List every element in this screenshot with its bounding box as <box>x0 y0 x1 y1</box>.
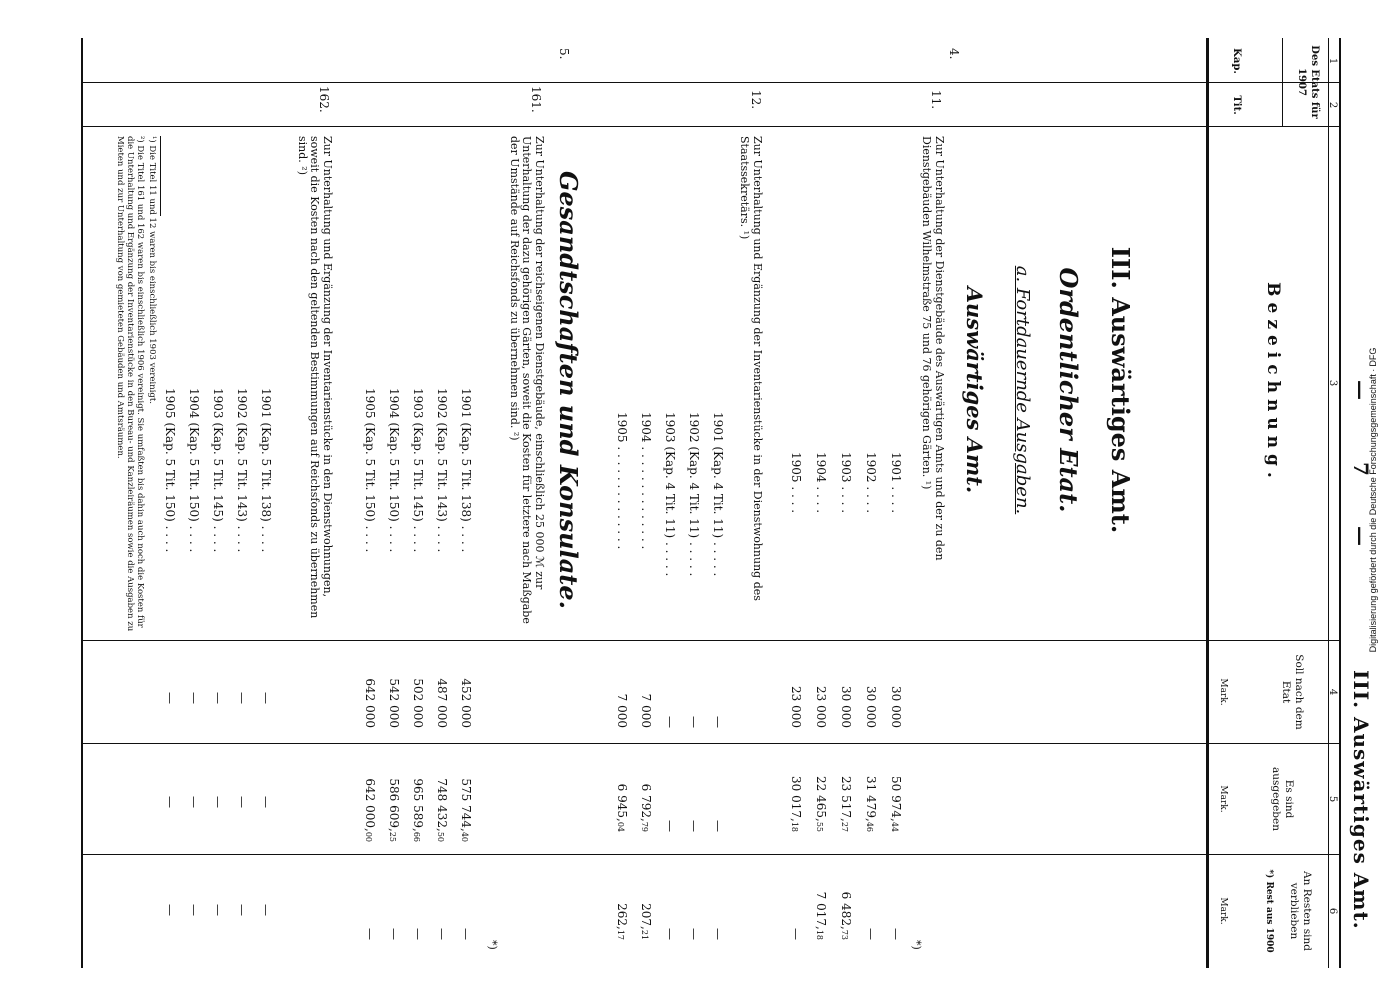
t11-ausgegeben <box>864 772 878 832</box>
t12-soll: — <box>663 716 677 728</box>
title-gesandtschaften: Gesandtschaften und Konsulate. <box>554 171 583 609</box>
t162-ausgegeben <box>259 772 273 832</box>
rule-kap-tit <box>83 82 1341 83</box>
rule-tit-bez <box>83 126 1341 127</box>
t11-ausgegeben <box>789 772 803 832</box>
t161-row-year: 1901 (Kap. 5 Tit. 138) . . . . <box>459 388 473 553</box>
amount-dec: 55 <box>815 821 824 832</box>
amount-int: — <box>711 928 725 940</box>
col-number-3: 3 <box>1327 379 1338 387</box>
header-mark-resten: Mark. <box>1218 897 1228 925</box>
tit-11: 11. <box>929 90 943 110</box>
t161-rest <box>387 880 401 940</box>
t12-row-year: 1902 (Kap. 4 Tit. 11) . . . . . <box>687 412 701 577</box>
t162-rest <box>211 880 225 940</box>
t12-ausgegeben <box>663 772 677 832</box>
t11-soll: 30 000 <box>889 686 903 728</box>
t161-ausgegeben <box>435 772 449 842</box>
amount-int: 262, <box>615 903 629 930</box>
amount-int: 575 744, <box>459 778 473 832</box>
t162-rest <box>235 880 249 940</box>
t11-ausgegeben <box>839 772 853 832</box>
amount-int: 7 017, <box>814 891 828 930</box>
amount-int: — <box>435 928 449 940</box>
tit-161-star-note: *) <box>486 940 499 950</box>
amount-int: — <box>411 928 425 940</box>
amount-int: — <box>187 904 201 916</box>
amount-int: — <box>163 904 177 916</box>
amount-int: — <box>711 820 725 832</box>
t12-rest <box>687 880 701 940</box>
t162-ausgegeben <box>235 772 249 832</box>
amount-int: — <box>663 820 677 832</box>
amount-int: — <box>789 928 803 940</box>
t161-row-year: 1905 (Kap. 5 Tit. 150) . . . . <box>363 388 377 553</box>
amount-int: — <box>259 904 273 916</box>
tit-11-text: Zur Unterhaltung der Dienstgebäude des Auswärtigen Amts und der zu den Dienstgebäuden Wilhelmstraße 75 und 76 gehörigen Gärten. ¹) <box>920 136 946 561</box>
tit-12-text: Zur Unterhaltung und Ergänzung der Inventarienstücke in der Dienstwohnung des Staatssekretärs. ¹) <box>738 136 764 601</box>
t11-rest <box>814 880 828 940</box>
rule-aus-rest <box>83 854 1341 855</box>
t161-rest <box>363 880 377 940</box>
amount-int: 965 589, <box>411 778 425 832</box>
amount-int: 6 792, <box>639 783 653 822</box>
t12-rest <box>663 880 677 940</box>
amount-int: 22 465, <box>814 776 828 822</box>
amount-int: — <box>459 928 473 940</box>
t11-ausgegeben <box>814 772 828 832</box>
amount-dec: 21 <box>640 929 649 940</box>
t161-soll: 502 000 <box>411 678 425 728</box>
col-number-1: 1 <box>1327 57 1338 65</box>
running-head-dash-left: — <box>1349 380 1373 401</box>
t12-rest <box>639 880 653 940</box>
t12-row-year: 1903 (Kap. 4 Tit. 11) . . . . . <box>663 412 677 577</box>
t11-soll: 23 000 <box>814 686 828 728</box>
t12-ausgegeben <box>687 772 701 832</box>
amount-int: 23 517, <box>839 776 853 822</box>
t12-soll: — <box>687 716 701 728</box>
t11-row-year: 1901 . . . . <box>889 452 903 514</box>
etat-subrule <box>1282 38 1283 126</box>
t162-ausgegeben <box>211 772 225 832</box>
amount-dec: 25 <box>388 831 397 842</box>
rule-soll-aus <box>83 743 1341 744</box>
t161-rest <box>411 880 425 940</box>
amount-int: — <box>889 928 903 940</box>
header-bezeichnung: Bezeichnung. <box>1263 282 1283 484</box>
t12-soll: 7 000 <box>639 693 653 728</box>
amount-dec: 18 <box>790 821 799 832</box>
digitization-credit-text: Digitalisierung gefördert durch die Deutsche Forschungsgemeinschaft ∙ DFG <box>1368 347 1378 653</box>
t161-row-year: 1904 (Kap. 5 Tit. 150) . . . . <box>387 388 401 553</box>
t12-soll: 7 000 <box>615 693 629 728</box>
col-number-6: 6 <box>1327 907 1338 915</box>
t11-row-year: 1903 . . . . <box>839 452 853 514</box>
t11-rest <box>889 880 903 940</box>
t162-soll: — <box>187 692 201 704</box>
t162-rest <box>163 880 177 940</box>
amount-int: 6 482, <box>839 891 853 930</box>
t11-row-year: 1904 . . . . <box>814 452 828 514</box>
t12-rest <box>711 880 725 940</box>
t12-soll: — <box>711 716 725 728</box>
kap-5: 5. <box>557 48 571 60</box>
t11-rest <box>789 880 803 940</box>
rule-bez-soll <box>83 640 1341 641</box>
title-fortdauernde-ausgaben: a. Fortdauernde Ausgaben. <box>1012 265 1033 515</box>
t161-ausgegeben <box>411 772 425 842</box>
t161-row-year: 1903 (Kap. 5 Tit. 145) . . . . <box>411 388 425 553</box>
t162-soll: — <box>211 692 225 704</box>
t162-rest <box>187 880 201 940</box>
footnote-1: ¹) Die Titel 11 und 12 waren bis einschließlich 1903 vereinigt. <box>147 136 157 404</box>
running-head-dash-right: — <box>1349 526 1373 547</box>
amount-int: 642 000, <box>363 778 377 832</box>
amount-dec: 18 <box>815 929 824 940</box>
tit-162: 162. <box>317 86 331 113</box>
amount-int: 30 017, <box>789 776 803 822</box>
amount-int: — <box>687 820 701 832</box>
t162-row-year: 1905 (Kap. 5 Tit. 150) . . . . <box>163 388 177 553</box>
amount-int: — <box>211 796 225 808</box>
amount-dec: 79 <box>640 821 649 832</box>
kap-4: 4. <box>947 48 961 60</box>
t11-rest <box>839 880 853 940</box>
t11-row-year: 1902 . . . . <box>864 452 878 514</box>
t162-row-year: 1902 (Kap. 5 Tit. 143) . . . . <box>235 388 249 553</box>
amount-dec: 66 <box>412 831 421 842</box>
t161-soll: 452 000 <box>459 678 473 728</box>
tit-161: 161. <box>529 86 543 113</box>
col-number-4: 4 <box>1327 688 1338 696</box>
digitization-credit <box>1366 20 1381 980</box>
header-resten-note: *) Rest aus 1900 <box>1264 869 1274 953</box>
t162-ausgegeben <box>163 772 177 832</box>
header-mark-ausgegeben: Mark. <box>1218 785 1228 813</box>
t161-ausgegeben <box>459 772 473 842</box>
header-etat-1907: Des Etats für 1907 <box>1296 45 1320 119</box>
t161-ausgegeben <box>363 772 377 842</box>
header-resten: An Resten sind verblieben <box>1288 871 1313 951</box>
title-ordentlicher-etat: Ordentlicher Etat. <box>1054 267 1083 513</box>
t11-row-year: 1905 . . . . <box>789 452 803 514</box>
running-head-section: III. Auswärtiges Amt. <box>1349 670 1373 930</box>
page-number: 7 <box>1349 462 1373 477</box>
t161-soll: 642 000 <box>363 678 377 728</box>
amount-int: — <box>163 796 177 808</box>
amount-dec: 04 <box>616 821 625 832</box>
header-tit: Tit. <box>1231 95 1242 115</box>
t161-soll: 487 000 <box>435 678 449 728</box>
amount-dec: 44 <box>890 821 899 832</box>
amount-int: 748 432, <box>435 778 449 832</box>
t161-row-year: 1902 (Kap. 5 Tit. 143) . . . . <box>435 388 449 553</box>
t11-ausgegeben <box>889 772 903 832</box>
amount-int: — <box>363 928 377 940</box>
footnote-rule <box>160 136 161 216</box>
amount-dec: 40 <box>460 831 469 842</box>
t162-row-year: 1903 (Kap. 5 Tit. 145) . . . . <box>211 388 225 553</box>
t11-rest <box>864 880 878 940</box>
t12-ausgegeben <box>711 772 725 832</box>
amount-int: — <box>211 904 225 916</box>
t162-ausgegeben <box>187 772 201 832</box>
amount-int: 586 609, <box>387 778 401 832</box>
t162-soll: — <box>235 692 249 704</box>
amount-int: — <box>235 796 249 808</box>
column-number-rule <box>1328 38 1329 968</box>
t162-rest <box>259 880 273 940</box>
col-number-5: 5 <box>1327 795 1338 803</box>
title-auswaertiges-amt: Auswärtiges Amt. <box>962 286 987 494</box>
amount-int: 207, <box>639 903 653 930</box>
amount-int: — <box>259 796 273 808</box>
tit-11-star-note: *) <box>910 940 923 950</box>
header-soll: Soll nach dem Etat <box>1280 654 1305 730</box>
amount-int: — <box>235 904 249 916</box>
t162-soll: — <box>163 692 177 704</box>
t11-soll: 23 000 <box>789 686 803 728</box>
t162-row-year: 1904 (Kap. 5 Tit. 150) . . . . <box>187 388 201 553</box>
table-top-rule <box>1339 38 1341 968</box>
t11-soll: 30 000 <box>864 686 878 728</box>
t12-rest <box>615 880 629 940</box>
amount-int: — <box>387 928 401 940</box>
amount-int: — <box>687 928 701 940</box>
t161-ausgegeben <box>387 772 401 842</box>
amount-dec: 50 <box>436 831 445 842</box>
amount-int: — <box>864 928 878 940</box>
amount-dec: 00 <box>364 831 373 842</box>
footnote-2: ²) Die Titel 161 und 162 waren bis einschließlich 1906 vereinigt. Sie umfaßten bis dahin auch noch die Kosten für die Unterhaltung und Ergänzung der Inventarienstücke in den Bureau- und Kanzleiräumen sowie die Ausgaben zu Mieten und zur Unterhaltung von gemieteten Gebäuden und Amtsräumen. <box>115 136 145 632</box>
tit-12: 12. <box>749 90 763 110</box>
t161-soll: 542 000 <box>387 678 401 728</box>
header-ausgegeben: Es sind ausgegeben <box>1270 767 1295 831</box>
t12-row-year: 1905 . . . . . . . . . . . . . . <box>615 412 629 550</box>
header-mark-soll: Mark. <box>1218 678 1228 706</box>
amount-dec: 73 <box>840 929 849 940</box>
t12-ausgegeben <box>615 772 629 832</box>
amount-dec: 17 <box>616 929 625 940</box>
title-main: III. Auswärtiges Amt. <box>1106 246 1135 534</box>
table-bottom-rule <box>81 38 83 968</box>
amount-int: — <box>663 928 677 940</box>
t11-soll: 30 000 <box>839 686 853 728</box>
tit-161-text: Zur Unterhaltung der reichseigenen Dienstgebäude, einschließlich 25 000 ℳ zur Unterhaltung der dazu gehörigen Gärten, soweit die Kosten für letztere nach Maßgabe der Umstände auf Reichsfonds zu übernehmen sind. ²) <box>508 136 546 624</box>
t12-row-year: 1904 . . . . . . . . . . . . . . <box>639 412 653 550</box>
amount-int: 6 945, <box>615 783 629 822</box>
t162-row-year: 1901 (Kap. 5 Tit. 138) . . . . <box>259 388 273 553</box>
t12-row-year: 1901 (Kap. 4 Tit. 11) . . . . . <box>711 412 725 577</box>
t161-rest <box>435 880 449 940</box>
amount-int: 31 479, <box>864 776 878 822</box>
amount-int: — <box>187 796 201 808</box>
t12-ausgegeben <box>639 772 653 832</box>
amount-dec: 46 <box>865 821 874 832</box>
header-bottom-rule <box>1206 38 1209 968</box>
amount-int: 50 974, <box>889 776 903 822</box>
t162-soll: — <box>259 692 273 704</box>
t161-rest <box>459 880 473 940</box>
tit-162-text: Zur Unterhaltung und Ergänzung der Inventarienstücke in den Dienstwohnungen, soweit die Kosten nach den geltenden Bestimmungen auf Reichsfonds zu übernehmen sind. ²) <box>296 136 334 619</box>
header-kap: Kap. <box>1231 48 1242 74</box>
col-number-2: 2 <box>1327 101 1338 109</box>
amount-dec: 27 <box>840 821 849 832</box>
